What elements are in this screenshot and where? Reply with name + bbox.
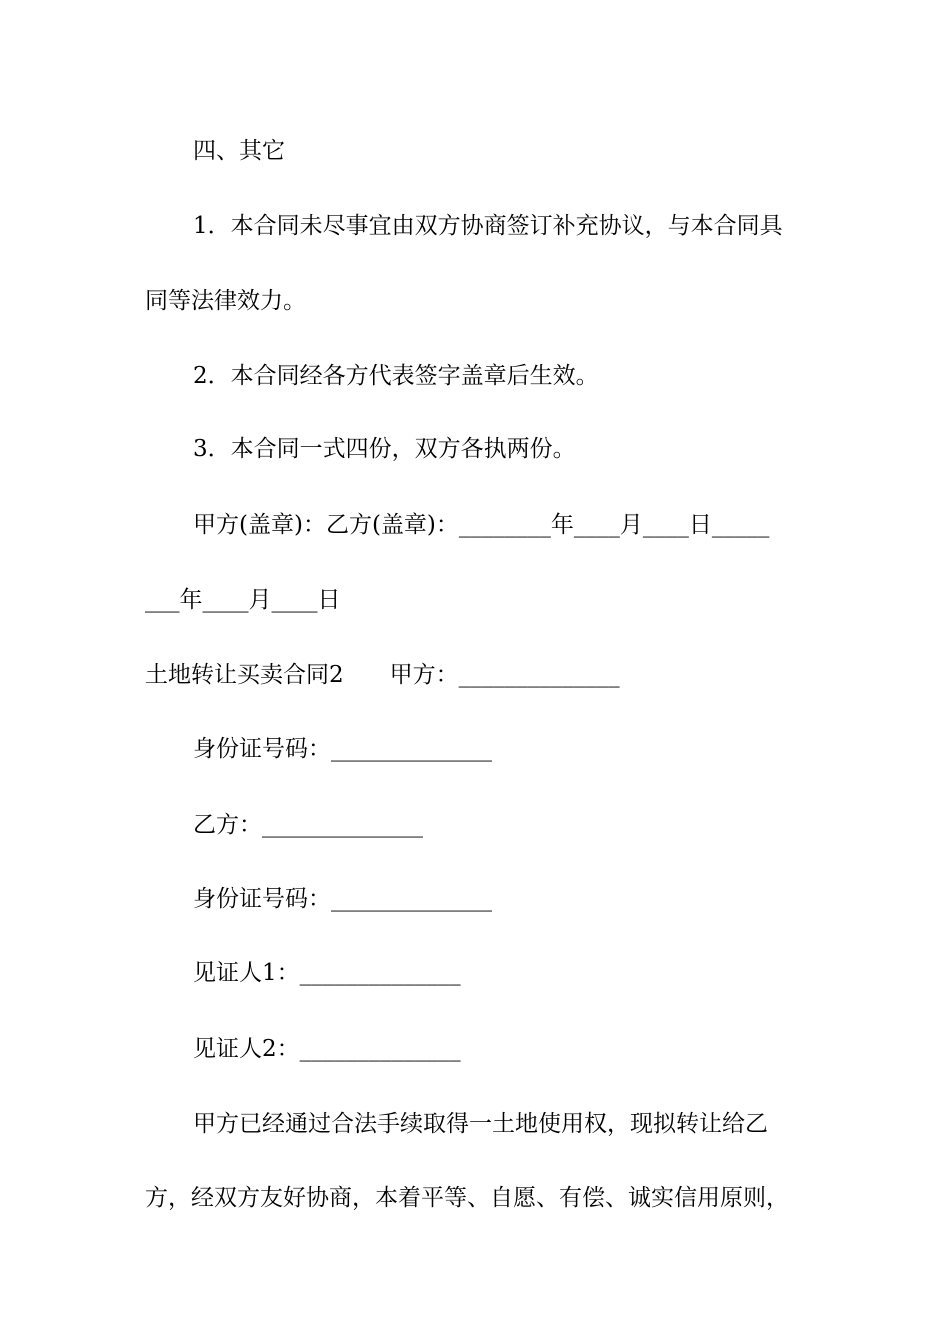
- party-b-id-number: 身份证号码：______________: [193, 886, 492, 912]
- body-paragraph-line-1: 甲方已经通过合法手续取得一土地使用权，现拟转让给乙: [193, 1111, 768, 1137]
- signature-line-1: 甲方(盖章)：乙方(盖章)：________年____月____日_____: [193, 512, 770, 538]
- party-a-id-number: 身份证号码：______________: [193, 736, 492, 762]
- clause-3: 3．本合同一式四份，双方各执两份。: [193, 436, 576, 462]
- contract-2-title-party-a: 土地转让买卖合同2 甲方：______________: [145, 662, 620, 688]
- party-b: 乙方：______________: [193, 812, 423, 838]
- clause-2: 2．本合同经各方代表签字盖章后生效。: [193, 363, 599, 389]
- body-paragraph-line-2: 方，经双方友好协商，本着平等、自愿、有偿、诚实信用原则，: [145, 1185, 789, 1211]
- witness-2: 见证人2：______________: [193, 1036, 461, 1062]
- witness-1: 见证人1：______________: [193, 960, 461, 986]
- signature-line-2: ___年____月____日: [145, 587, 341, 613]
- clause-1-line-1: 1．本合同未尽事宜由双方协商签订补充协议，与本合同具: [193, 213, 783, 239]
- section-heading-other: 四、其它: [193, 138, 285, 164]
- clause-1-line-2: 同等法律效力。: [145, 288, 306, 314]
